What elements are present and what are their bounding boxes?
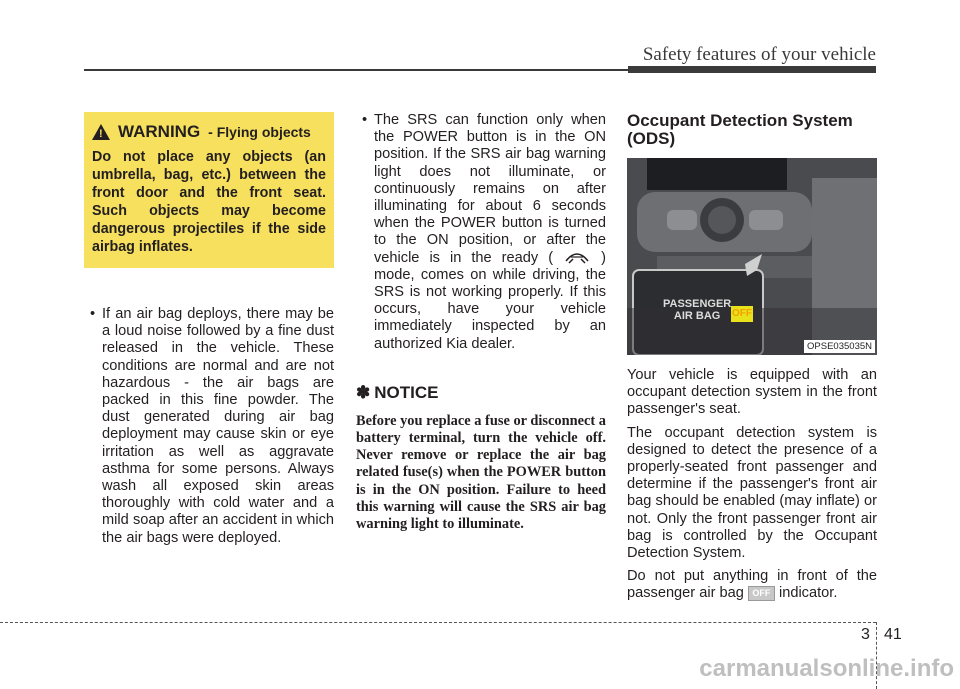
- section-title: Occupant Detection System (ODS): [627, 111, 853, 148]
- off-indicator-icon: OFF: [748, 586, 775, 601]
- column-left: [84, 112, 334, 547]
- paragraph: [627, 568, 877, 602]
- dashboard-illustration: [627, 158, 877, 355]
- watermark: carmanualsonline.info: [699, 655, 954, 682]
- photo-caption: OPSE035035N: [804, 340, 875, 353]
- list-item: [84, 306, 334, 547]
- section-number: 3: [861, 626, 870, 643]
- bullet-icon: •: [362, 112, 368, 128]
- column-middle: [356, 112, 606, 533]
- notice-star-icon: ✽: [356, 382, 371, 402]
- off-indicator-icon: OFF: [731, 306, 753, 322]
- bullet-icon: •: [90, 306, 96, 322]
- header-rule-accent: [628, 66, 876, 73]
- notice-title: NOTICE: [374, 382, 439, 402]
- airbag-indicator-label: [663, 298, 731, 322]
- footer-rule: [0, 622, 876, 623]
- paragraph-text: Do not put anything in front of the passenger air bag: [627, 568, 877, 602]
- paragraph: Your vehicle is equipped with an occupant detection system in the front passenger's seat.: [627, 367, 877, 418]
- warning-body: Do not place any objects (an umbrella, bag, etc.) between the front door and the front seat. Such objects may become dangerous projectiles if the side airbag inflates.: [92, 149, 326, 255]
- warning-box: [84, 112, 334, 268]
- ready-mode-icon: [563, 250, 591, 265]
- bullet-text: If an air bag deploys, there may be a loud noise followed by a fine dust released in the vehicle. These conditions are normal and are not hazardous - the air bags are packed in this fine powder. The dust generated during air bag deployment may cause skin or eye irritation as well as aggravate asthma for some persons. Always wash all exposed skin areas thoroughly with cold water and a mild soap after an accident in which the air bags were deployed.: [102, 306, 334, 546]
- paragraph-text: indicator.: [778, 585, 838, 602]
- notice-body: Before you replace a fuse or disconnect a battery terminal, turn the vehicle off. Never remove or replace the air bag related fuse(s) when the POWER button is in the ON position. Failure to heed this warning will cause the SRS air bag warning light to illuminate.: [356, 412, 606, 533]
- warning-triangle-icon: !: [92, 124, 110, 140]
- page-header-title: Safety features of your vehicle: [642, 44, 876, 65]
- list-item: [356, 112, 606, 353]
- dashboard-photo: [627, 158, 877, 355]
- warning-title: WARNING: [118, 122, 201, 141]
- column-right: [627, 112, 877, 603]
- bullet-text-after: ) mode, comes on while driving, the SRS is not working properly. If this occurs, have your vehicle immediately inspected by an authorized Kia dealer.: [374, 249, 606, 352]
- warning-header: [92, 122, 326, 142]
- bullet-text-before: The SRS can function only when the POWER button is in the ON position. If the SRS air bag warning light does not illuminate, or continuously remains on after illuminating for about 6 seconds when the POWER button is turned to the ON position, or after the vehicle is in the ready (: [374, 112, 606, 266]
- indicator-label-line2: AIR BAG: [673, 310, 721, 322]
- notice-heading: [356, 383, 606, 403]
- paragraph: The occupant detection system is designed to detect the presence of a properly-seated front passenger and determine if the passenger's front air bag should be enabled (may inflate) or not. Only the front passenger front air bag is controlled by the Occupant Detection System.: [627, 424, 877, 562]
- warning-subtitle: - Flying objects: [208, 124, 311, 140]
- indicator-label-line1: PASSENGER: [663, 298, 732, 310]
- page-number: 41: [884, 626, 902, 643]
